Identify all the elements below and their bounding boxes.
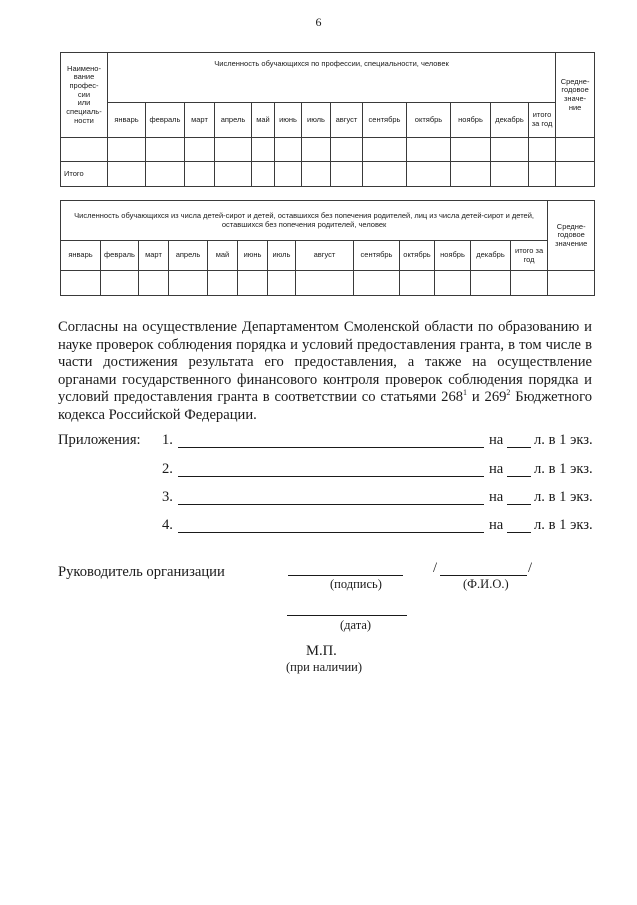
month-header: июль <box>302 103 331 138</box>
month-header: январь <box>61 241 101 271</box>
year-total-header: итого за год <box>511 241 548 271</box>
consent-text-and: и 269 <box>467 389 507 406</box>
attachment-name-field[interactable] <box>178 476 484 477</box>
attachment-pages-field[interactable] <box>507 532 531 533</box>
annual-average-header: Средне- годовое значение <box>548 201 595 271</box>
date-caption: (дата) <box>340 618 372 632</box>
month-header: ноябрь <box>435 241 471 271</box>
head-of-organization-label: Руководитель организации <box>58 564 225 580</box>
table-row <box>61 138 595 162</box>
attachment-pages-field[interactable] <box>507 447 531 448</box>
table-row <box>61 271 595 296</box>
month-header: февраль <box>146 103 185 138</box>
attachment-na: на <box>489 517 504 533</box>
month-header: март <box>185 103 215 138</box>
month-header: июнь <box>275 103 302 138</box>
attachment-na: на <box>489 489 504 505</box>
consent-paragraph <box>58 319 592 425</box>
month-header: сентябрь <box>354 241 400 271</box>
page-number: 6 <box>315 15 322 29</box>
full-name-field[interactable] <box>440 561 527 576</box>
month-header: февраль <box>101 241 139 271</box>
attachment-na: на <box>489 432 504 448</box>
attachment-pages-field[interactable] <box>507 476 531 477</box>
annual-average-header: Средне- годовое значе- ние <box>556 53 595 138</box>
total-row-label: Итого <box>61 162 108 187</box>
month-header: август <box>331 103 363 138</box>
attachment-number: 2. <box>162 461 173 477</box>
date-field[interactable] <box>287 601 407 616</box>
attachment-number: 3. <box>162 489 173 505</box>
name-slash-left: / <box>433 560 438 576</box>
month-header: август <box>296 241 354 271</box>
month-header: апрель <box>169 241 208 271</box>
consent-text-tail: Бюджетного кодекса Российской Федерации. <box>58 389 592 423</box>
attachments-label: Приложения: <box>58 432 141 448</box>
month-header: июнь <box>238 241 268 271</box>
profession-column-header: Наимено- вание профес- сии или специаль- ности <box>61 53 108 138</box>
total-row <box>61 162 595 187</box>
month-header: январь <box>108 103 146 138</box>
attachment-na: на <box>489 461 504 477</box>
stamp-note: (при наличии) <box>286 660 363 674</box>
name-slash-right: / <box>528 560 533 576</box>
attachment-row <box>162 432 594 450</box>
attachment-pages-field[interactable] <box>507 504 531 505</box>
orphans-group-header: Численность обучающихся из числа детей-сирот и детей, оставшихся без попечения родителей, лиц из числа детей-сирот и детей, оставшихся без попечения родителей, человек <box>61 201 548 241</box>
attachment-copies: л. в 1 экз. <box>534 517 593 533</box>
month-header: декабрь <box>471 241 511 271</box>
consent-text: Согласны на осуществление Департаментом Смоленской области по образованию и науке проверок соблюдения порядка и условий предоставления гранта, в том числе в части достижения результата его предоставления, а также на осуществление органами государственного финансового контроля проверок соблюдения порядка и условий предоставления гранта в соответствии со статьями 268 <box>58 319 592 406</box>
month-header: апрель <box>215 103 252 138</box>
attachment-copies: л. в 1 экз. <box>534 489 593 505</box>
month-header: март <box>139 241 169 271</box>
month-header: октябрь <box>400 241 435 271</box>
attachment-number: 1. <box>162 432 173 448</box>
enrollment-group-header: Численность обучающихся по профессии, специальности, человек <box>108 53 556 103</box>
attachment-row <box>162 461 594 479</box>
attachment-copies: л. в 1 экз. <box>534 461 593 477</box>
article-superscript: 2 <box>506 388 511 398</box>
enrollment-table <box>60 52 595 187</box>
attachment-name-field[interactable] <box>178 504 484 505</box>
attachment-name-field[interactable] <box>178 447 484 448</box>
attachment-row <box>162 489 594 507</box>
year-total-header: итого за год <box>529 103 556 138</box>
month-header: май <box>252 103 275 138</box>
attachment-name-field[interactable] <box>178 532 484 533</box>
attachment-row <box>162 517 594 535</box>
month-header: декабрь <box>491 103 529 138</box>
article-superscript: 1 <box>463 388 468 398</box>
month-header: октябрь <box>407 103 451 138</box>
month-header: май <box>208 241 238 271</box>
orphans-enrollment-table <box>60 200 595 296</box>
signature-field[interactable] <box>288 561 403 576</box>
month-header: сентябрь <box>363 103 407 138</box>
month-header: ноябрь <box>451 103 491 138</box>
stamp-place-label: М.П. <box>306 643 337 659</box>
month-header: июль <box>268 241 296 271</box>
attachment-copies: л. в 1 экз. <box>534 432 593 448</box>
attachment-number: 4. <box>162 517 173 533</box>
full-name-caption: (Ф.И.О.) <box>463 577 509 591</box>
signature-caption: (подпись) <box>330 577 382 591</box>
